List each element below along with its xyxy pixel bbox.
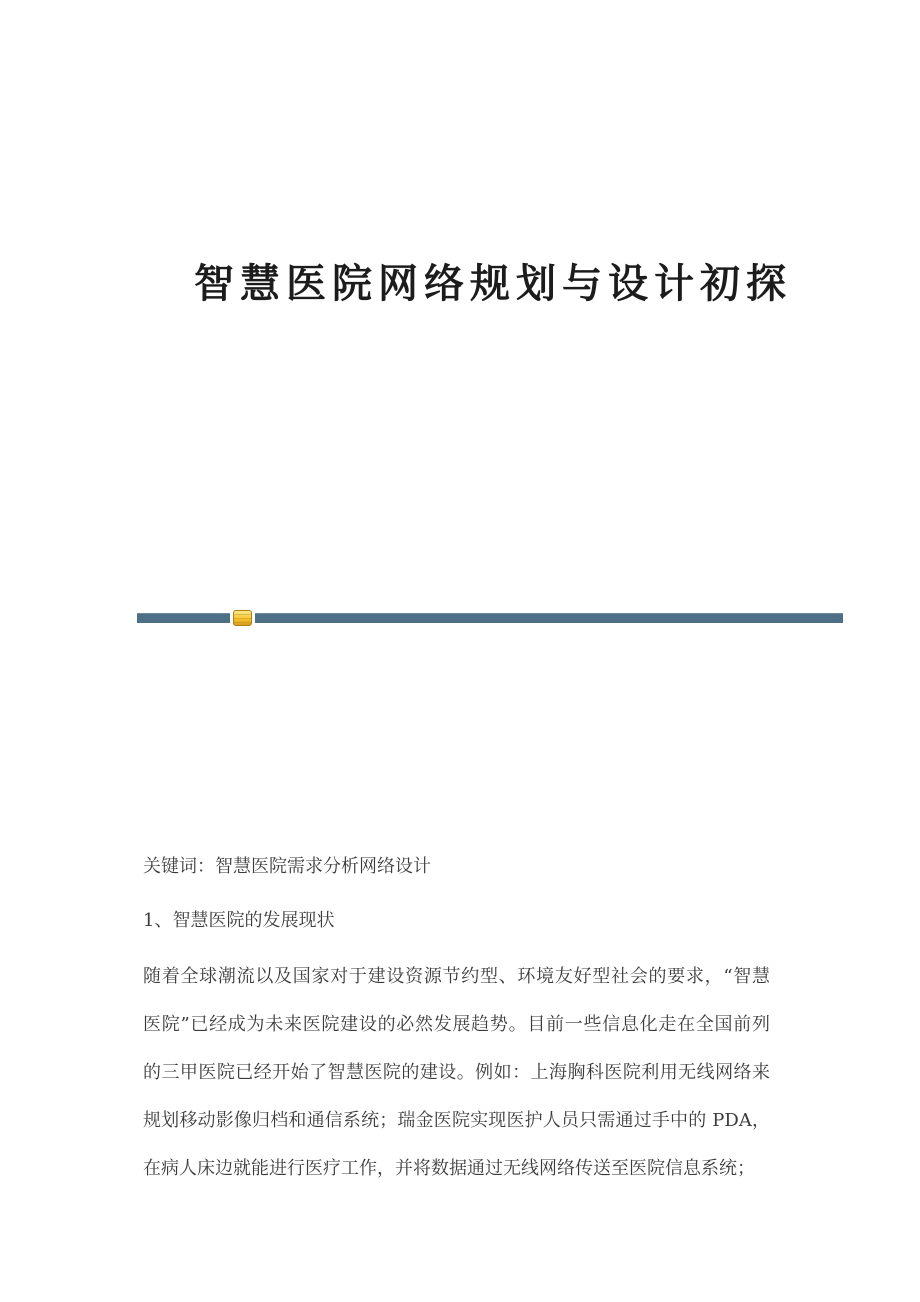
paragraph-line: 在病人床边就能进行医疗工作，并将数据通过无线网络传送至医院信息系统； [143,1158,755,1179]
paragraph-line: 随着全球潮流以及国家对于建设资源节约型、环境友好型社会的要求，“智慧 [143,966,770,987]
gold-marker-icon [233,610,252,626]
document-title: 智慧医院网络规划与设计初探 [194,260,792,307]
paragraph-line: 医院”已经成为未来医院建设的必然发展趋势。目前一些信息化走在全国前列 [143,1014,770,1035]
paragraph-line: 规划移动影像归档和通信系统；瑞金医院实现医护人员只需通过手中的 PDA， [143,1110,770,1131]
section-heading: 1、智慧医院的发展现状 [143,910,335,931]
paragraph [143,953,770,1193]
keywords-line: 关键词：智慧医院需求分析网络设计 [143,856,431,877]
paragraph-line: 的三甲医院已经开始了智慧医院的建设。例如：上海胸科医院利用无线网络来 [143,1062,770,1083]
document-body [143,843,770,1193]
section-divider [137,613,843,623]
